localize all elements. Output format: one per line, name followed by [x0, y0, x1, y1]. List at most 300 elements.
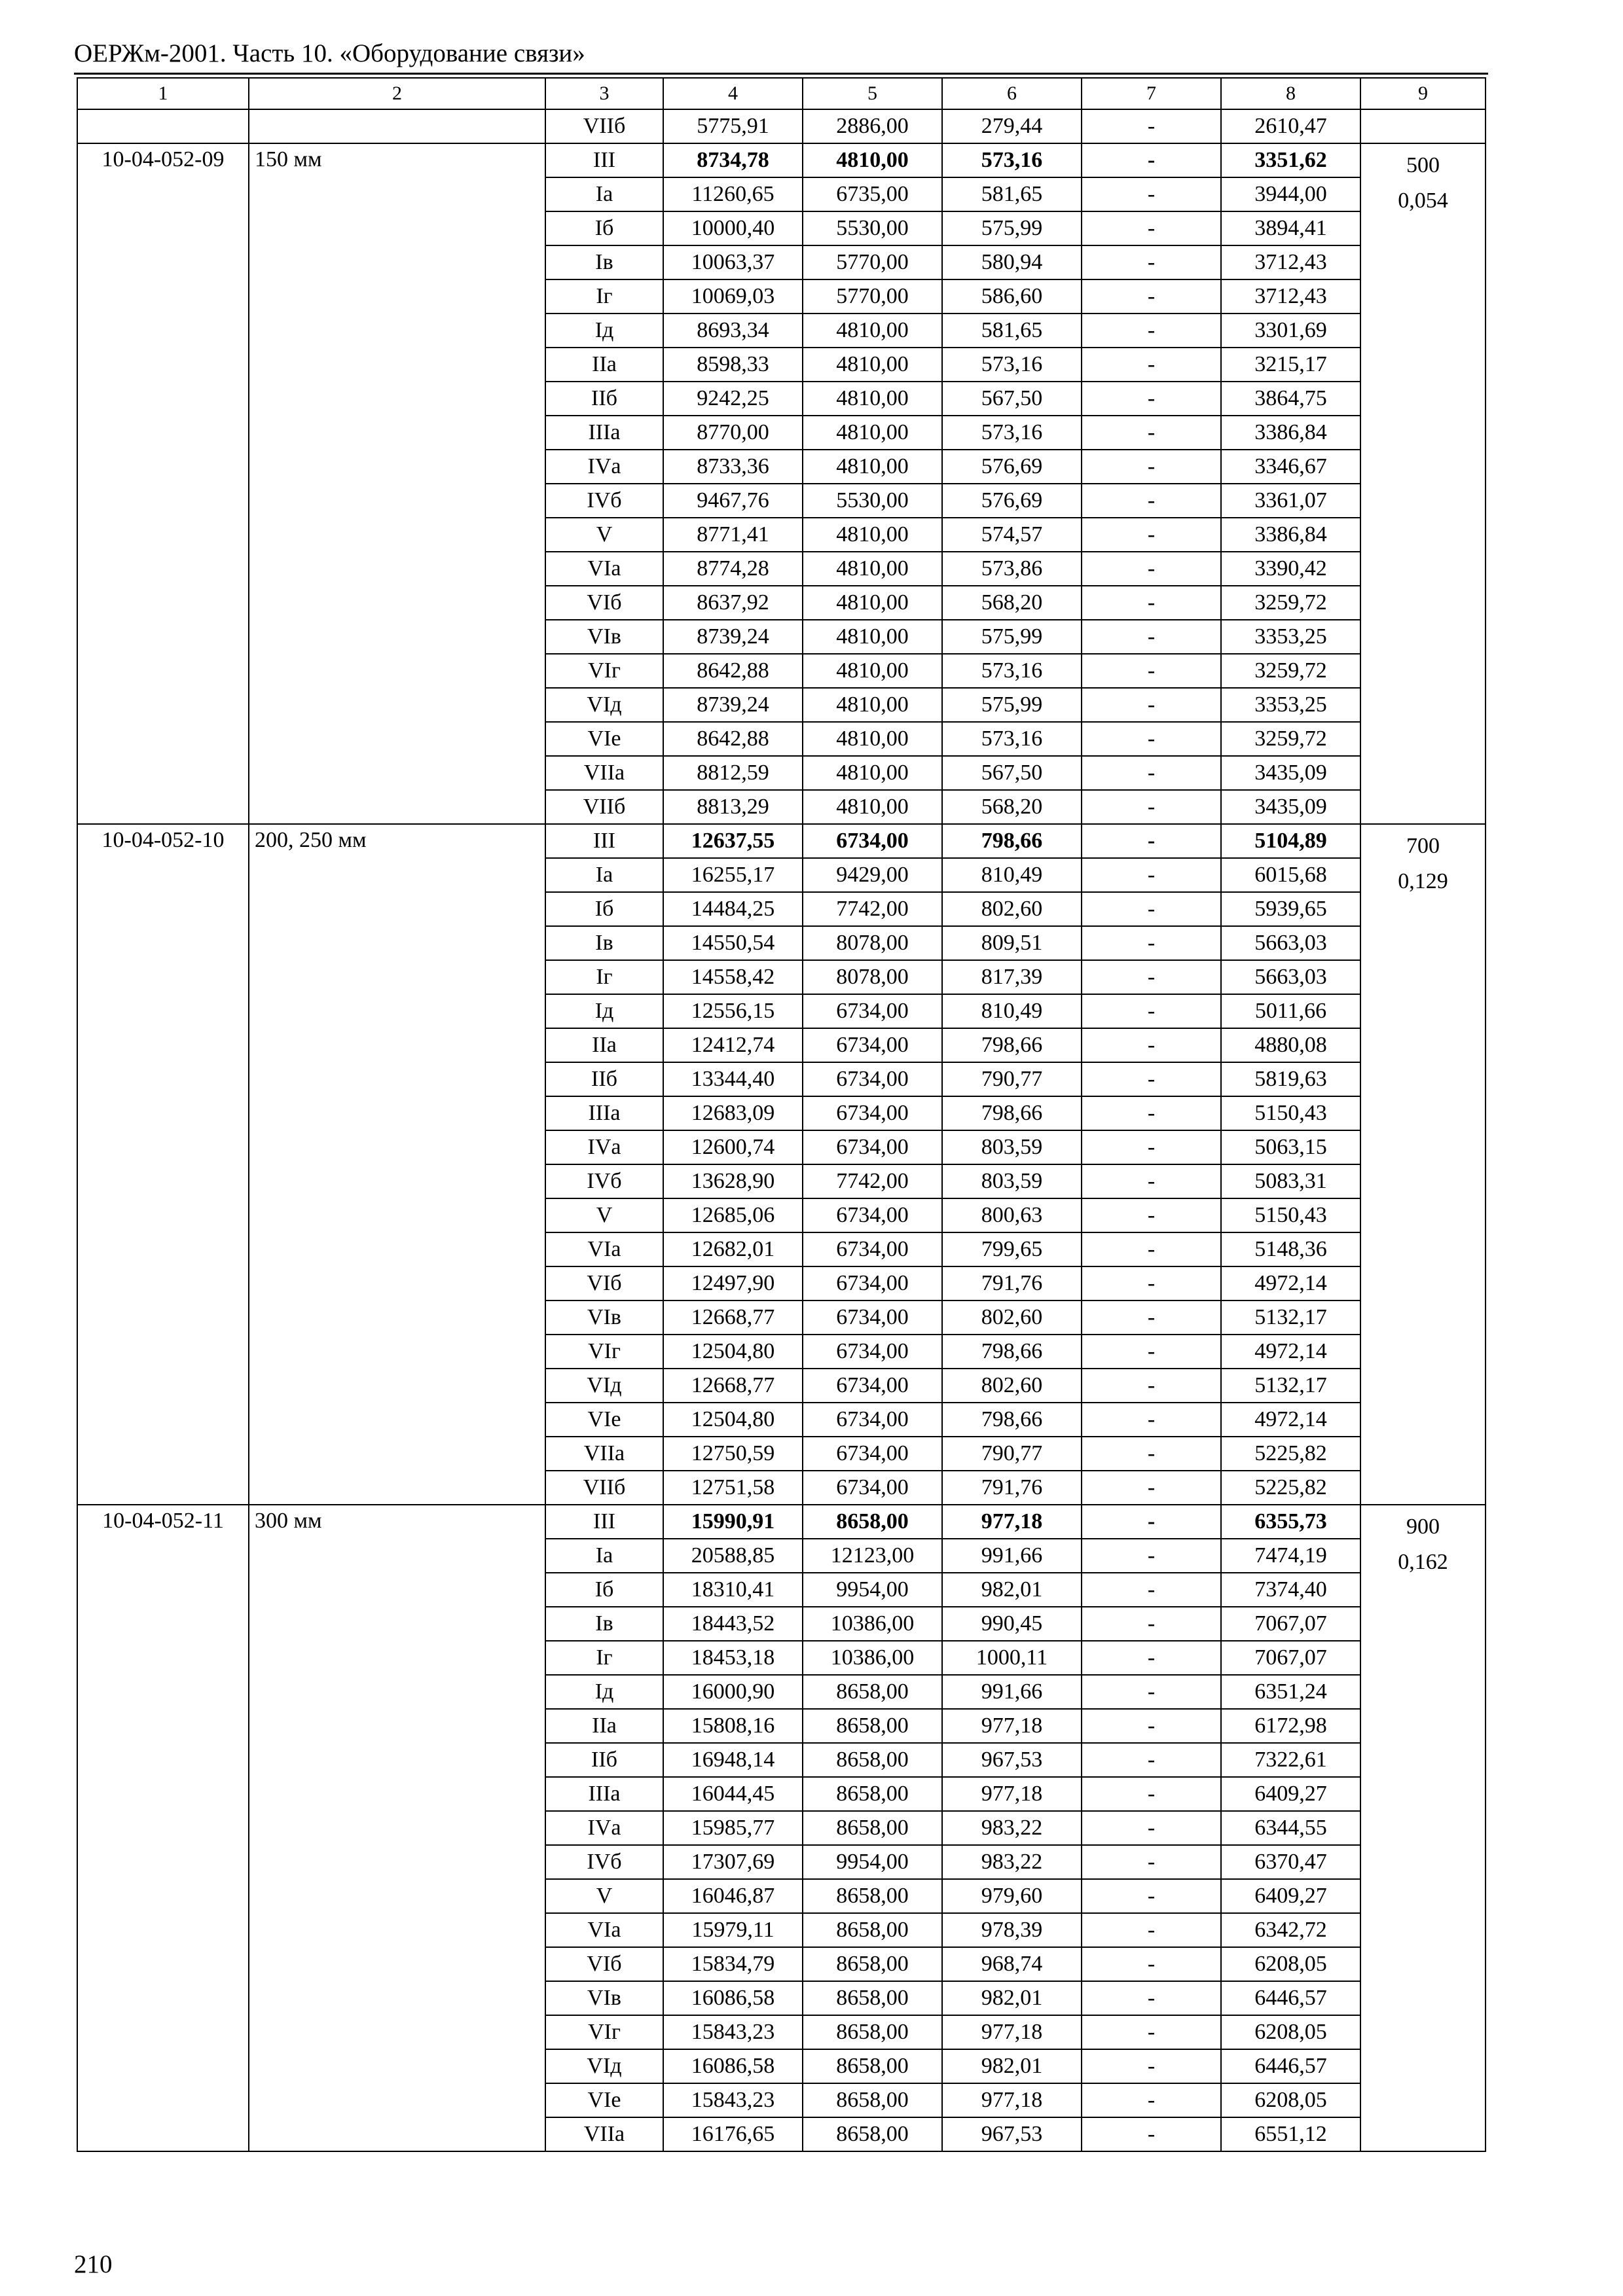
table-cell: 803,59 [942, 1164, 1082, 1198]
table-cell: 9954,00 [803, 1845, 942, 1879]
table-cell: 4810,00 [803, 382, 942, 416]
table-cell: 977,18 [942, 1709, 1082, 1743]
table-cell: 18453,18 [663, 1641, 803, 1675]
column-header: 5 [803, 78, 942, 109]
table-cell: 14558,42 [663, 960, 803, 994]
table-cell: 5150,43 [1221, 1096, 1360, 1130]
table-cell: 16086,58 [663, 1981, 803, 2015]
table-cell: 8658,00 [803, 1811, 942, 1845]
table-cell: - [1082, 450, 1221, 484]
table-cell: 8598,33 [663, 348, 803, 382]
table-cell: - [1082, 892, 1221, 926]
table-cell: 977,18 [942, 1777, 1082, 1811]
table-cell: 6734,00 [803, 1028, 942, 1062]
table-cell: III [545, 1505, 663, 1539]
table-cell: 12668,77 [663, 1369, 803, 1403]
table-cell: - [1082, 1539, 1221, 1573]
table-cell: - [1082, 1266, 1221, 1300]
table-cell: VIа [545, 552, 663, 586]
table-cell: 5770,00 [803, 279, 942, 314]
table-cell: 16176,65 [663, 2117, 803, 2151]
table-cell: 3435,09 [1221, 756, 1360, 790]
table-cell: III [545, 824, 663, 858]
table-cell: 3390,42 [1221, 552, 1360, 586]
table-cell: 12668,77 [663, 1300, 803, 1335]
table-cell: 6172,98 [1221, 1709, 1360, 1743]
table-cell: 8658,00 [803, 1505, 942, 1539]
table-cell: 8658,00 [803, 1947, 942, 1981]
table-cell: - [1082, 1232, 1221, 1266]
table-cell: 6734,00 [803, 1198, 942, 1232]
table-cell: 14484,25 [663, 892, 803, 926]
table-cell: 16046,87 [663, 1879, 803, 1913]
column-header: 8 [1221, 78, 1360, 109]
table-cell: 4810,00 [803, 450, 942, 484]
table-cell: 12556,15 [663, 994, 803, 1028]
table-cell: Iг [545, 1641, 663, 1675]
table-cell: 977,18 [942, 2083, 1082, 2117]
table-cell: 12412,74 [663, 1028, 803, 1062]
table-cell: 5663,03 [1221, 960, 1360, 994]
unit-cell [1360, 1505, 1486, 2151]
table-cell: - [1082, 1845, 1221, 1879]
table-cell: VIб [545, 1266, 663, 1300]
table-cell: 5063,15 [1221, 1130, 1360, 1164]
table-cell: IVб [545, 484, 663, 518]
table-cell: 6351,24 [1221, 1675, 1360, 1709]
table-cell: 990,45 [942, 1607, 1082, 1641]
table-cell: - [1082, 1130, 1221, 1164]
table-cell: IIб [545, 382, 663, 416]
table-cell: 8812,59 [663, 756, 803, 790]
table-cell: - [1082, 1062, 1221, 1096]
table-cell: Iг [545, 960, 663, 994]
table-cell: 580,94 [942, 245, 1082, 279]
table-cell: 4810,00 [803, 143, 942, 177]
table-cell: - [1082, 279, 1221, 314]
table-cell: 802,60 [942, 1369, 1082, 1403]
table-cell: - [1082, 143, 1221, 177]
table-cell: 3712,43 [1221, 279, 1360, 314]
table-cell: 982,01 [942, 2049, 1082, 2083]
table-cell: 791,76 [942, 1471, 1082, 1505]
table-cell: 5530,00 [803, 484, 942, 518]
table-cell: - [1082, 177, 1221, 211]
table-cell: 798,66 [942, 1335, 1082, 1369]
table-cell: - [1082, 790, 1221, 824]
table-cell [1360, 109, 1486, 143]
table-cell: IVа [545, 1130, 663, 1164]
table-cell: VIг [545, 654, 663, 688]
table-cell: 802,60 [942, 1300, 1082, 1335]
table-cell: 6208,05 [1221, 2083, 1360, 2117]
table-cell: 573,16 [942, 348, 1082, 382]
table-cell: 15834,79 [663, 1947, 803, 1981]
group-summary-row [77, 824, 1486, 858]
table-cell: 15843,23 [663, 2083, 803, 2117]
table-cell: Iб [545, 892, 663, 926]
unit-value: 700 [1406, 834, 1440, 858]
table-cell: 10386,00 [803, 1641, 942, 1675]
table-cell: VIг [545, 2015, 663, 2049]
table-cell: 4810,00 [803, 314, 942, 348]
table-cell: 9467,76 [663, 484, 803, 518]
table-cell: 12637,55 [663, 824, 803, 858]
table-cell: 6734,00 [803, 1300, 942, 1335]
table-cell: IIб [545, 1062, 663, 1096]
table-cell: IIIа [545, 1096, 663, 1130]
table-cell: Iа [545, 177, 663, 211]
table-cell: 6015,68 [1221, 858, 1360, 892]
table-cell: 3215,17 [1221, 348, 1360, 382]
table-cell: Iв [545, 926, 663, 960]
table-cell: 567,50 [942, 756, 1082, 790]
table-cell: - [1082, 1369, 1221, 1403]
table-cell: 5132,17 [1221, 1369, 1360, 1403]
table-cell: 16044,45 [663, 1777, 803, 1811]
table-cell: 798,66 [942, 1028, 1082, 1062]
table-cell: Iб [545, 1573, 663, 1607]
table-cell: 6735,00 [803, 177, 942, 211]
table-cell: 15843,23 [663, 2015, 803, 2049]
table-cell: VIе [545, 2083, 663, 2117]
unit-value: 0,129 [1398, 869, 1448, 893]
table-cell: 7322,61 [1221, 1743, 1360, 1777]
code-cell [77, 109, 249, 143]
table-cell: 10386,00 [803, 1607, 942, 1641]
table-cell: 575,99 [942, 620, 1082, 654]
table-cell: - [1082, 620, 1221, 654]
table-cell: 977,18 [942, 1505, 1082, 1539]
table-cell: 6409,27 [1221, 1879, 1360, 1913]
table-cell: 8658,00 [803, 1981, 942, 2015]
table-cell: 798,66 [942, 1403, 1082, 1437]
table-cell: IIа [545, 1028, 663, 1062]
table-cell: 810,49 [942, 858, 1082, 892]
table-cell: 6734,00 [803, 1335, 942, 1369]
table-cell: 573,16 [942, 416, 1082, 450]
table-cell: 982,01 [942, 1573, 1082, 1607]
table-cell: IIб [545, 1743, 663, 1777]
table-cell: 12123,00 [803, 1539, 942, 1573]
table-cell: 7474,19 [1221, 1539, 1360, 1573]
table-cell: VIб [545, 586, 663, 620]
table-cell: - [1082, 416, 1221, 450]
table-cell: 8770,00 [663, 416, 803, 450]
table-cell: 8658,00 [803, 1743, 942, 1777]
table-cell: 4880,08 [1221, 1028, 1360, 1062]
table-cell: 573,86 [942, 552, 1082, 586]
table-cell: 4972,14 [1221, 1266, 1360, 1300]
table-cell: 7067,07 [1221, 1607, 1360, 1641]
table-cell: - [1082, 1709, 1221, 1743]
table-cell: Iд [545, 1675, 663, 1709]
table-cell: 5225,82 [1221, 1437, 1360, 1471]
table-cell: 576,69 [942, 450, 1082, 484]
table-cell: 13628,90 [663, 1164, 803, 1198]
table-cell: 7742,00 [803, 1164, 942, 1198]
table-cell: - [1082, 1403, 1221, 1437]
table-cell: 6734,00 [803, 824, 942, 858]
table-cell: 791,76 [942, 1266, 1082, 1300]
table-cell: Iд [545, 314, 663, 348]
table-cell: 6370,47 [1221, 1845, 1360, 1879]
table-cell: 8658,00 [803, 2049, 942, 2083]
table-cell: 6734,00 [803, 1062, 942, 1096]
table-cell: - [1082, 858, 1221, 892]
table-cell: 790,77 [942, 1437, 1082, 1471]
table-cell: 3864,75 [1221, 382, 1360, 416]
column-header: 9 [1360, 78, 1486, 109]
table-cell: 6734,00 [803, 1471, 942, 1505]
table-cell: 20588,85 [663, 1539, 803, 1573]
table-cell: Iг [545, 279, 663, 314]
table-cell: 573,16 [942, 654, 1082, 688]
unit-value: 900 [1406, 1515, 1440, 1539]
table-cell: 8813,29 [663, 790, 803, 824]
table-cell: 10069,03 [663, 279, 803, 314]
table-cell: 575,99 [942, 688, 1082, 722]
table-cell: - [1082, 109, 1221, 143]
table-cell: 6342,72 [1221, 1913, 1360, 1947]
table-cell: - [1082, 348, 1221, 382]
name-cell [249, 109, 545, 143]
table-cell: 6551,12 [1221, 2117, 1360, 2151]
table-cell: - [1082, 1437, 1221, 1471]
table-cell: 15990,91 [663, 1505, 803, 1539]
table-cell: 8078,00 [803, 960, 942, 994]
table-cell: 586,60 [942, 279, 1082, 314]
table-cell: 3301,69 [1221, 314, 1360, 348]
table-cell: 13344,40 [663, 1062, 803, 1096]
table-cell: - [1082, 1028, 1221, 1062]
table-cell: 6409,27 [1221, 1777, 1360, 1811]
table-cell: - [1082, 824, 1221, 858]
group-summary-row [77, 143, 1486, 177]
table-cell: 5663,03 [1221, 926, 1360, 960]
table-cell: 983,22 [942, 1845, 1082, 1879]
table-cell: 3944,00 [1221, 177, 1360, 211]
column-header: 7 [1082, 78, 1221, 109]
column-header: 4 [663, 78, 803, 109]
table-cell: 10063,37 [663, 245, 803, 279]
table-cell: V [545, 1879, 663, 1913]
table-cell: 18443,52 [663, 1607, 803, 1641]
table-cell: 11260,65 [663, 177, 803, 211]
table-cell: - [1082, 1300, 1221, 1335]
table-cell: 6355,73 [1221, 1505, 1360, 1539]
table-cell: 12683,09 [663, 1096, 803, 1130]
table-cell: 568,20 [942, 790, 1082, 824]
table-cell: 12600,74 [663, 1130, 803, 1164]
table-cell: 3386,84 [1221, 518, 1360, 552]
table-cell: - [1082, 2083, 1221, 2117]
table-cell: 4810,00 [803, 518, 942, 552]
table-cell: IVб [545, 1164, 663, 1198]
table-cell: 4810,00 [803, 586, 942, 620]
table-cell: 809,51 [942, 926, 1082, 960]
table-cell: 575,99 [942, 211, 1082, 245]
table-cell: 3435,09 [1221, 790, 1360, 824]
table-cell: VIIа [545, 2117, 663, 2151]
table-cell: - [1082, 1505, 1221, 1539]
table-cell: 8658,00 [803, 1879, 942, 1913]
table-cell: 574,57 [942, 518, 1082, 552]
table-cell: 12682,01 [663, 1232, 803, 1266]
table-cell: 817,39 [942, 960, 1082, 994]
table-cell: - [1082, 1947, 1221, 1981]
code-cell: 10-04-052-09 [77, 143, 249, 824]
table-cell: 4810,00 [803, 688, 942, 722]
table-cell: VIб [545, 1947, 663, 1981]
table-cell: 4810,00 [803, 756, 942, 790]
code-cell: 10-04-052-11 [77, 1505, 249, 2151]
table-cell: 5770,00 [803, 245, 942, 279]
price-table [77, 77, 1486, 2152]
table-cell: 6734,00 [803, 994, 942, 1028]
table-cell: IIIа [545, 1777, 663, 1811]
table-cell: 978,39 [942, 1913, 1082, 1947]
table-cell: 991,66 [942, 1675, 1082, 1709]
table-cell: 6734,00 [803, 1130, 942, 1164]
column-header: 6 [942, 78, 1082, 109]
table-cell: 5011,66 [1221, 994, 1360, 1028]
table-cell: 6734,00 [803, 1369, 942, 1403]
table-cell: 4810,00 [803, 620, 942, 654]
table-cell: 12685,06 [663, 1198, 803, 1232]
table-cell: 8658,00 [803, 1777, 942, 1811]
table-cell: 8658,00 [803, 1709, 942, 1743]
table-cell: VIIа [545, 1437, 663, 1471]
table-cell: VIа [545, 1913, 663, 1947]
table-cell: 8658,00 [803, 1675, 942, 1709]
table-cell: 979,60 [942, 1879, 1082, 1913]
table-cell: 4810,00 [803, 790, 942, 824]
table-cell: 3259,72 [1221, 722, 1360, 756]
table-cell: - [1082, 1096, 1221, 1130]
table-cell: III [545, 143, 663, 177]
table-cell: IIIа [545, 416, 663, 450]
table-cell: 799,65 [942, 1232, 1082, 1266]
table-cell: - [1082, 654, 1221, 688]
table-cell: 5104,89 [1221, 824, 1360, 858]
column-header: 2 [249, 78, 545, 109]
table-cell: 3259,72 [1221, 654, 1360, 688]
table-cell: VIIб [545, 790, 663, 824]
table-cell: 991,66 [942, 1539, 1082, 1573]
table-cell: IVа [545, 1811, 663, 1845]
table-cell: 8637,92 [663, 586, 803, 620]
table-cell: 3361,07 [1221, 484, 1360, 518]
table-cell: - [1082, 1675, 1221, 1709]
table-cell: 279,44 [942, 109, 1082, 143]
table-cell: Iа [545, 858, 663, 892]
table-cell: 16000,90 [663, 1675, 803, 1709]
table-cell: 567,50 [942, 382, 1082, 416]
table-cell: Iд [545, 994, 663, 1028]
table-cell: 6734,00 [803, 1437, 942, 1471]
table-cell: 8733,36 [663, 450, 803, 484]
table-cell: 6734,00 [803, 1266, 942, 1300]
table-cell: 568,20 [942, 586, 1082, 620]
table-cell: 15985,77 [663, 1811, 803, 1845]
table-cell: 3353,25 [1221, 688, 1360, 722]
table-cell: 810,49 [942, 994, 1082, 1028]
table-cell: IVа [545, 450, 663, 484]
table-cell: 18310,41 [663, 1573, 803, 1607]
table-cell: - [1082, 1641, 1221, 1675]
table-cell: 16948,14 [663, 1743, 803, 1777]
table-cell: - [1082, 2117, 1221, 2151]
table-cell: 802,60 [942, 892, 1082, 926]
table-cell: 5150,43 [1221, 1198, 1360, 1232]
table-cell: 10000,40 [663, 211, 803, 245]
column-header-row [77, 78, 1486, 109]
table-cell: 9429,00 [803, 858, 942, 892]
table-cell: - [1082, 722, 1221, 756]
table-cell: V [545, 518, 663, 552]
table-cell: 573,16 [942, 143, 1082, 177]
table-cell: 5132,17 [1221, 1300, 1360, 1335]
table-cell: 8774,28 [663, 552, 803, 586]
table-cell: VIIб [545, 1471, 663, 1505]
table-cell: 6344,55 [1221, 1811, 1360, 1845]
table-cell: 4972,14 [1221, 1335, 1360, 1369]
table-cell: VIв [545, 620, 663, 654]
table-cell: 6734,00 [803, 1232, 942, 1266]
table-cell: V [545, 1198, 663, 1232]
table-cell: 2886,00 [803, 109, 942, 143]
table-cell: - [1082, 552, 1221, 586]
table-cell: 8642,88 [663, 722, 803, 756]
table-cell: - [1082, 1811, 1221, 1845]
unit-value: 0,162 [1398, 1550, 1448, 1574]
table-cell: 16255,17 [663, 858, 803, 892]
table-cell: 581,65 [942, 314, 1082, 348]
table-cell: 8734,78 [663, 143, 803, 177]
table-cell: 6734,00 [803, 1403, 942, 1437]
table-cell: 983,22 [942, 1811, 1082, 1845]
table-cell: 3386,84 [1221, 416, 1360, 450]
unit-cell [1360, 143, 1486, 824]
column-header: 1 [77, 78, 249, 109]
table-cell: 8739,24 [663, 688, 803, 722]
table-cell: 800,63 [942, 1198, 1082, 1232]
table-cell: - [1082, 586, 1221, 620]
table-cell: 12751,58 [663, 1471, 803, 1505]
table-cell: 7374,40 [1221, 1573, 1360, 1607]
table-cell: VIд [545, 688, 663, 722]
table-cell: 798,66 [942, 824, 1082, 858]
table-cell: 967,53 [942, 1743, 1082, 1777]
table-cell: 5083,31 [1221, 1164, 1360, 1198]
table-cell: 5775,91 [663, 109, 803, 143]
table-cell: - [1082, 1879, 1221, 1913]
table-cell: 14550,54 [663, 926, 803, 960]
table-cell: 8078,00 [803, 926, 942, 960]
table-cell: 5530,00 [803, 211, 942, 245]
unit-value: 500 [1406, 153, 1440, 177]
table-cell: 3259,72 [1221, 586, 1360, 620]
table-cell: 3353,25 [1221, 620, 1360, 654]
table-cell: VIг [545, 1335, 663, 1369]
table-cell: 6446,57 [1221, 2049, 1360, 2083]
name-cell: 150 мм [249, 143, 545, 824]
table-cell: 12750,59 [663, 1437, 803, 1471]
column-header: 3 [545, 78, 663, 109]
table-cell: - [1082, 1573, 1221, 1607]
table-cell: - [1082, 1164, 1221, 1198]
